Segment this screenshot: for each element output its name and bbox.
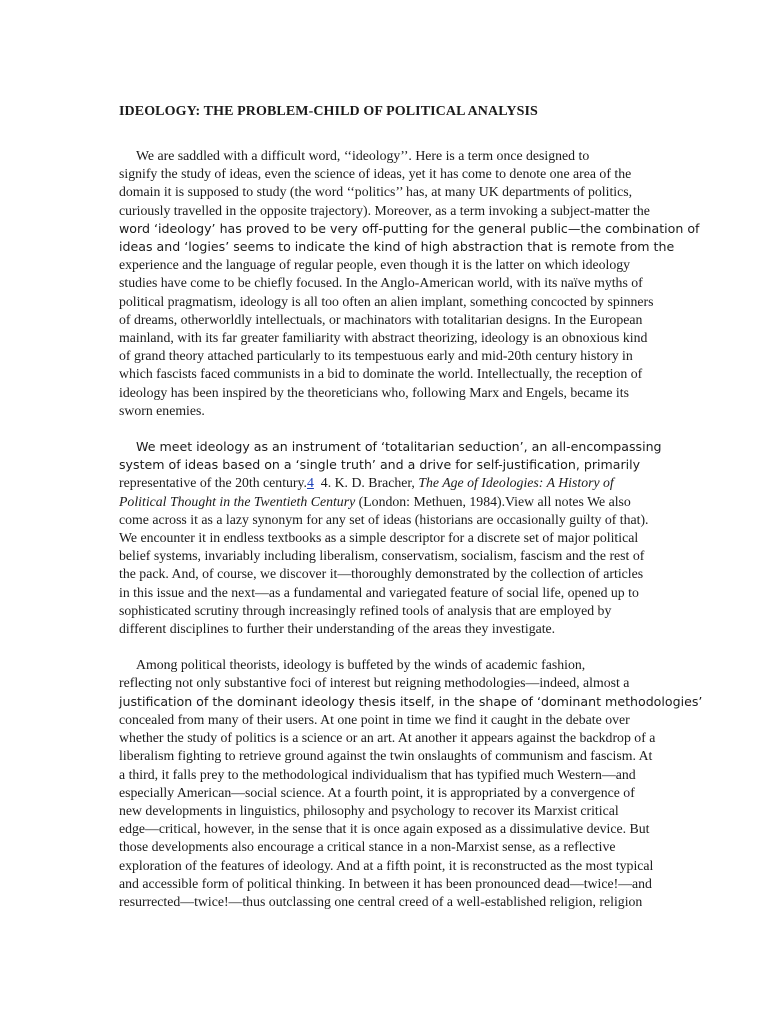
text-line: a third, it falls prey to the methodological individualism that has typified much Western—and (119, 766, 636, 782)
text-line: resurrected—twice!—thus outclassing one central creed of a well-established religion, religion (119, 893, 643, 909)
text-line: exploration of the features of ideology. And at a fifth point, it is reconstructed as the most typical (119, 857, 654, 873)
text-line: in this issue and the next—as a fundamental and variegated feature of social life, opened up to (119, 584, 639, 600)
text-line: political pragmatism, ideology is all too often an alien implant, something concocted by spinners (119, 293, 654, 309)
text-line: We are saddled with a difficult word, ‘‘ideology’’. Here is a term once designed to (136, 148, 590, 163)
text-line: mainland, with its far greater familiarity with abstract theorizing, ideology is an obnoxious kind (119, 330, 648, 346)
paragraph-1 (119, 147, 700, 420)
text-line: signify the study of ideas, even the science of ideas, yet it has come to denote one area of the (119, 166, 632, 182)
text-line: liberalism fighting to retrieve ground against the twin onslaughts of communism and fascism. At (119, 748, 653, 764)
text-line: and accessible form of political thinking. In between it has been pronounced dead—twice!—and (119, 875, 652, 891)
text-line: Among political theorists, ideology is buffeted by the winds of academic fashion, (136, 657, 586, 673)
text-line: system of ideas based on a ‘single truth’ and a drive for self-justification, primarily (119, 457, 641, 473)
text-line: of dreams, otherworldly intellectuals, or machinators with totalitarian designs. In the European (119, 311, 643, 327)
text-line: the pack. And, of course, we discover it—thoroughly demonstrated by the collection of articles (119, 566, 644, 582)
text-line: sophisticated scrutiny through increasingly refined tools of analysis that are employed by (119, 602, 612, 618)
footnote-link[interactable]: 4 (306, 475, 314, 491)
text-line: ideas and ‘logies’ seems to indicate the kind of high abstraction that is remote from the (119, 239, 675, 255)
text-line: edge—critical, however, in the sense that it is once again exposed as a dissimulative device. But (119, 821, 650, 837)
text-line: concealed from many of their users. At one point in time we find it caught in the debate over (119, 711, 630, 727)
text-line: which fascists faced communists in a bid to dominate the world. Intellectually, the reception of (119, 366, 643, 382)
text-line: especially American—social science. At a fourth point, it is appropriated by a convergence of (119, 784, 635, 800)
text-line: different disciplines to further their understanding of the areas they investigate. (119, 621, 556, 637)
text-line: experience and the language of regular people, even though it is the latter on which ideology (119, 257, 631, 273)
paragraph-3 (119, 656, 703, 911)
text-line: sworn enemies. (119, 402, 205, 418)
text-line: of grand theory attached particularly to its tempestuous early and mid-20th century history in (119, 348, 633, 364)
text-line: justification of the dominant ideology thesis itself, in the shape of ‘dominant methodologies’ (119, 693, 703, 709)
text-line: new developments in linguistics, philosophy and psychology to recover its Marxist critical (119, 802, 619, 818)
text-line: belief systems, invariably including liberalism, conservatism, socialism, fascism and the rest of (119, 548, 645, 564)
text-line: Political Thought in the Twentieth Century (London: Methuen, 1984).View all notes We also (119, 493, 631, 509)
document-title: IDEOLOGY: THE PROBLEM-CHILD OF POLITICAL ANALYSIS (119, 104, 538, 119)
paragraph-2 (119, 438, 662, 638)
text-line: reflecting not only substantive foci of interest but reigning methodologies—indeed, almost a (119, 675, 630, 691)
text-line: curiously travelled in the opposite trajectory). Moreover, as a term invoking a subject-matter the (119, 202, 650, 218)
text-line: We encounter it in endless textbooks as a simple descriptor for a discrete set of major political (119, 530, 639, 546)
text-line: domain it is supposed to study (the word ‘‘politics’’ has, at many UK departments of politics, (119, 184, 633, 200)
text-line: representative of the 20th century.4 4. K. D. Bracher, The Age of Ideologies: A History of (119, 475, 614, 491)
text-line: studies have come to be chiefly focused. In the Anglo-American world, with its naïve myths of (119, 275, 643, 291)
text-line: word ‘ideology’ has proved to be very off-putting for the general public—the combination of (119, 220, 700, 236)
text-line: whether the study of politics is a science or an art. At another it appears against the backdrop of a (119, 730, 656, 746)
text-line: those developments also encourage a critical stance in a non-Marxist sense, as a reflective (119, 839, 616, 855)
text-line: come across it as a lazy synonym for any set of ideas (historians are occasionally guilty of that). (119, 511, 649, 527)
text-line: We meet ideology as an instrument of ‘totalitarian seduction’, an all-encompassing (136, 439, 662, 455)
text-line: ideology has been inspired by the theoreticians who, following Marx and Engels, became its (119, 384, 629, 400)
